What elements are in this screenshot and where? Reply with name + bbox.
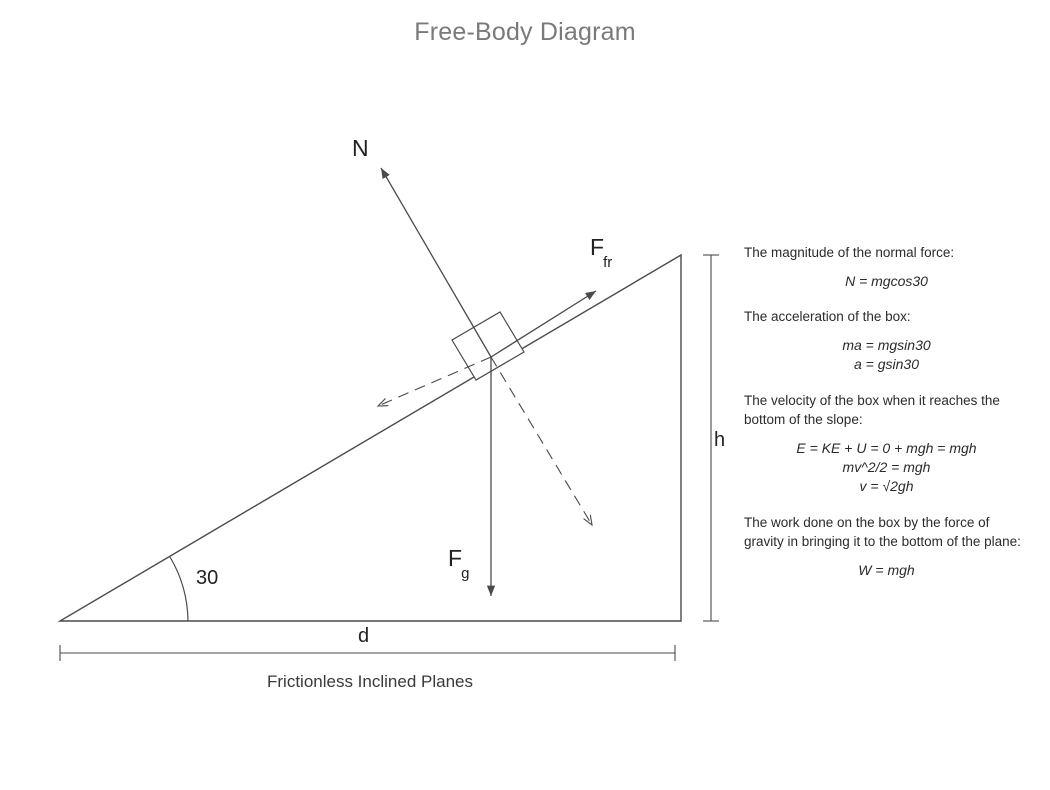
note-text: The magnitude of the normal force: [744, 245, 955, 260]
note-block-acceleration [744, 307, 1029, 373]
gravity-force-label-subscript: g [461, 564, 470, 582]
equation: E = KE + U = 0 + mgh = mgh [796, 439, 977, 456]
perpendicular-component-dashed-vector [491, 357, 592, 525]
normal-force-label: N [352, 135, 369, 161]
incline-triangle [60, 255, 681, 621]
note-equations [744, 272, 1029, 291]
distance-label: d [358, 625, 370, 647]
friction-force-label-subscript: fr [603, 253, 613, 271]
note-text: The acceleration of the box: [744, 309, 911, 325]
note-block-velocity [744, 391, 1029, 496]
note-text: The work done on the box by the force of gravity in bringing it to the bottom of the plane: [744, 514, 1021, 550]
box-on-incline [452, 312, 524, 380]
note-block-work [744, 513, 1029, 580]
gravity-force-label-base: F [448, 545, 463, 571]
equation: ma = mgsin30 [842, 337, 931, 354]
friction-force-label [590, 234, 613, 271]
page-title: Free-Body Diagram [414, 18, 636, 46]
note-equations [744, 439, 1029, 496]
equation: a = gsin30 [854, 355, 919, 372]
note-text: The velocity of the box when it reaches the bottom of the slope: [744, 392, 1000, 428]
equation: N = mgcos30 [845, 272, 928, 289]
equation: mv^2/2 = mgh [842, 458, 931, 475]
height-label: h [714, 429, 726, 451]
note-equations [744, 336, 1029, 374]
friction-force-label-base: F [590, 234, 605, 260]
normal-force-vector [381, 168, 491, 357]
equations-panel [744, 243, 1029, 597]
gravity-force-label [448, 545, 470, 582]
note-block-normal-force [744, 243, 1029, 290]
angle-arc [170, 557, 188, 621]
equation: v = √2gh [859, 477, 914, 494]
note-equations [744, 561, 1029, 580]
diagram-caption: Frictionless Inclined Planes [267, 672, 473, 691]
equation: W = mgh [858, 561, 915, 578]
slope-component-dashed-vector [378, 357, 491, 406]
angle-label: 30 [196, 567, 219, 589]
